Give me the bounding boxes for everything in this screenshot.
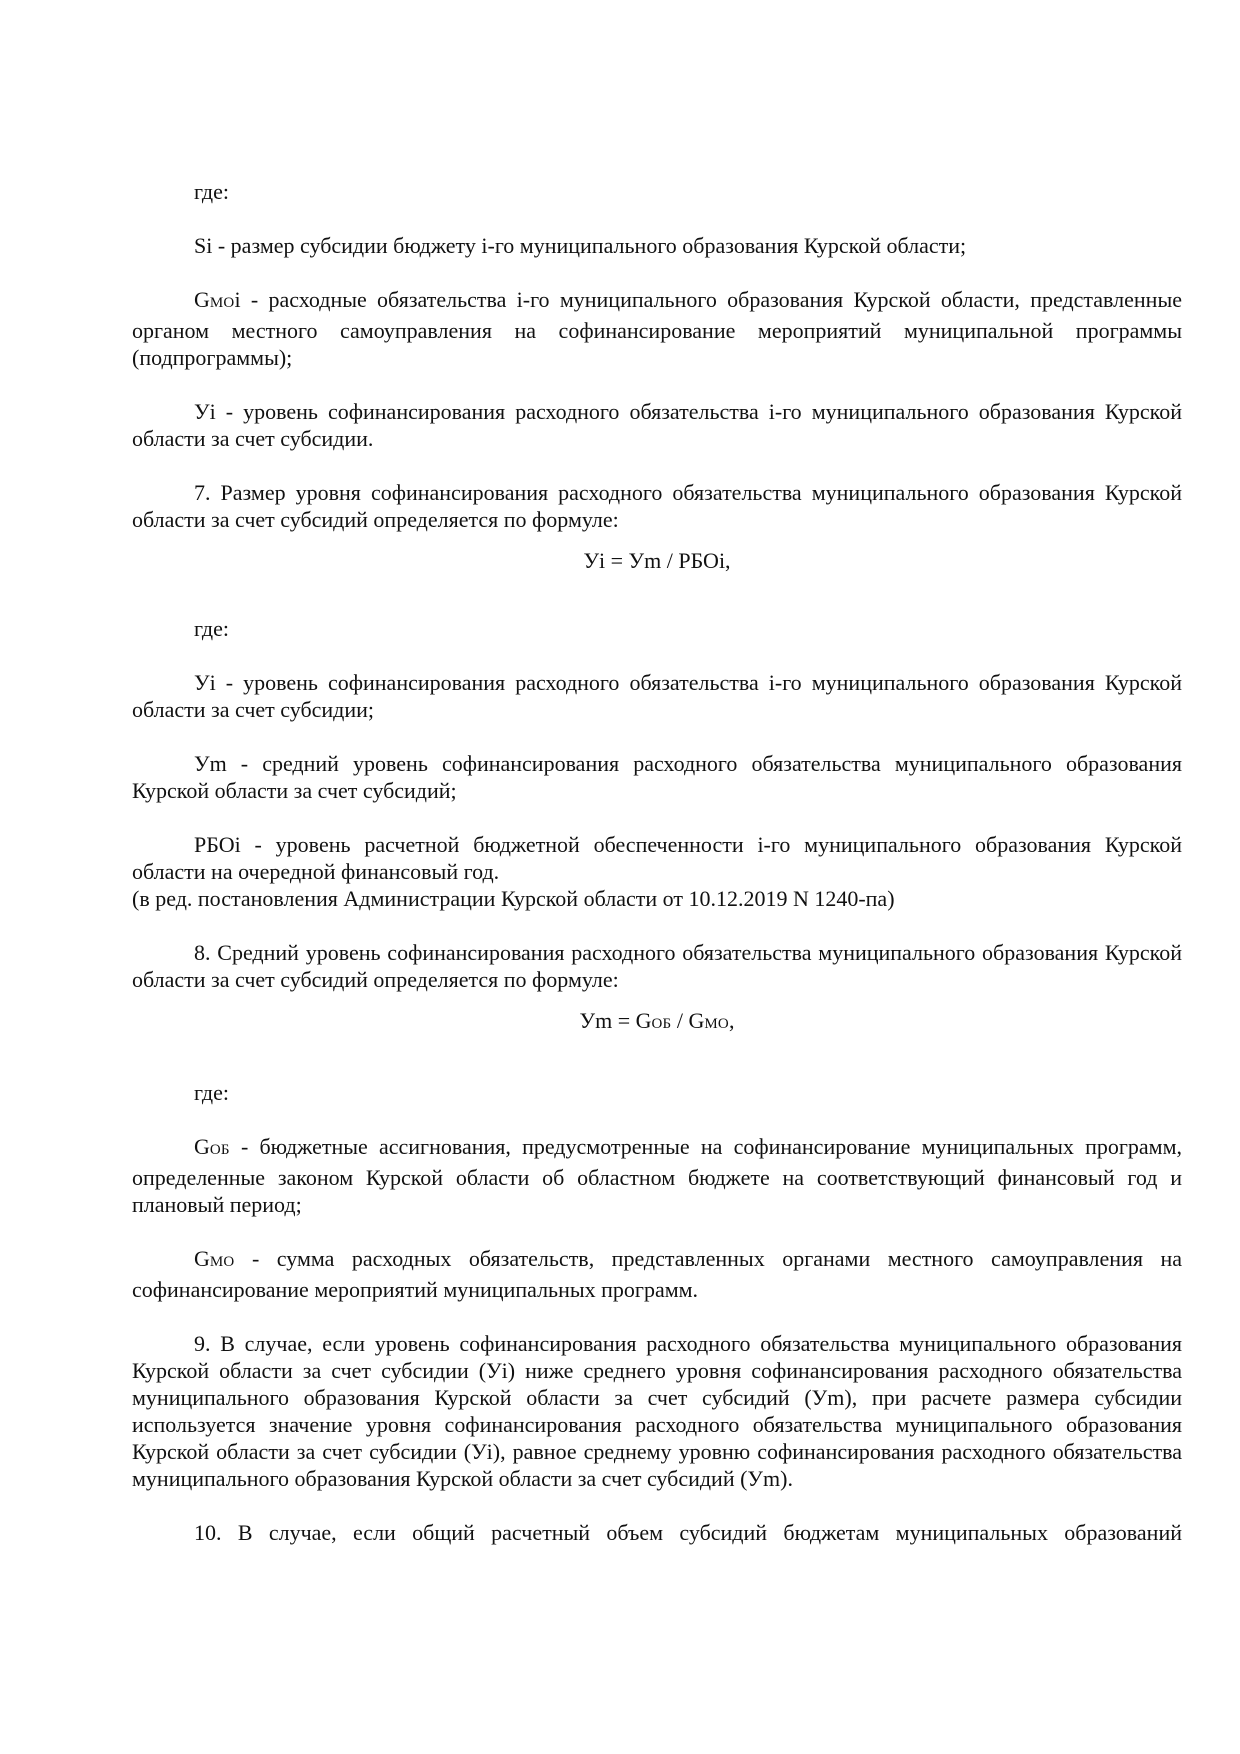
- symbol: G: [194, 1134, 210, 1159]
- definition-text: - уровень расчетной бюджетной обеспеченности i-го муниципального образования Курской области на очередной финансовый год.: [132, 832, 1182, 884]
- definition-yi-2: [132, 669, 1182, 723]
- symbol: Уi: [194, 399, 216, 424]
- symbol-tail: i: [234, 287, 241, 312]
- amendment-note: (в ред. постановления Администрации Курской области от 10.12.2019 N 1240-па): [132, 886, 895, 911]
- definition-text: - средний уровень софинансирования расходного обязательства муниципального образования Курской области за счет субсидий;: [132, 751, 1182, 803]
- symbol: РБОi: [194, 832, 241, 857]
- definition-si: [132, 232, 1182, 259]
- formula-subscript: МО: [704, 1016, 729, 1032]
- where-label: где:: [194, 616, 229, 641]
- symbol: Уi: [194, 670, 216, 695]
- symbol: G: [194, 1246, 210, 1271]
- definition-gmoi: [132, 286, 1182, 371]
- item-10: 10. В случае, если общий расчетный объем субсидий бюджетам муниципальных образований: [194, 1520, 1182, 1545]
- definition-rboi: [132, 831, 1182, 885]
- definition-text: - размер субсидии бюджету i-го муниципального образования Курской области;: [212, 233, 967, 258]
- definition-gmo: [132, 1245, 1182, 1303]
- definition-text: - уровень софинансирования расходного обязательства i-го муниципального образования Курской области за счет субсидии;: [132, 670, 1182, 722]
- symbol: Уm: [194, 751, 227, 776]
- definition-text: - уровень софинансирования расходного обязательства i-го муниципального образования Курской области за счет субсидии.: [132, 399, 1182, 451]
- item-9: 9. В случае, если уровень софинансирования расходного обязательства муниципального образования Курской области за счет субсидии (Уi) ниже среднего уровня софинансирования расходного обязательства муниципального образования Курской области за счет субсидий (Уm), при расчете размера субсидии используется значение уровня софинансирования расходного обязательства муниципального образования Курской области за счет субсидии (Уi), равное среднему уровню софинансирования расходного обязательства муниципального образования Курской области за счет субсидий (Уm).: [132, 1331, 1182, 1491]
- symbol-subscript: МО: [209, 295, 235, 311]
- symbol: G: [194, 287, 210, 312]
- where-label: где:: [194, 1080, 229, 1105]
- symbol-subscript: ОБ: [209, 1142, 230, 1158]
- formula-yi: Уi = Уm / РБОi,: [583, 548, 731, 573]
- formula-part: / G: [671, 1008, 705, 1033]
- definition-ym: [132, 750, 1182, 804]
- where-label: где:: [194, 179, 229, 204]
- symbol-subscript: МО: [209, 1254, 235, 1270]
- document-page: [132, 178, 1182, 1546]
- item-8: 8. Средний уровень софинансирования расходного обязательства муниципального образования Курской области за счет субсидий определяется по формуле:: [132, 940, 1182, 992]
- formula-subscript: ОБ: [651, 1016, 672, 1032]
- symbol: Si: [194, 233, 213, 258]
- definition-text: - сумма расходных обязательств, представленных органами местного самоуправления на софинансирование мероприятий муниципальных программ.: [132, 1246, 1182, 1302]
- item-7: 7. Размер уровня софинансирования расходного обязательства муниципального образования Курской области за счет субсидий определяется по формуле:: [132, 480, 1182, 532]
- definition-text: - расходные обязательства i-го муниципального образования Курской области, представленные органом местного самоуправления на софинансирование мероприятий муниципальной программы (подпрограммы);: [132, 287, 1182, 370]
- definition-yi: [132, 398, 1182, 452]
- formula-ym: [132, 993, 1182, 1052]
- definition-gob: [132, 1133, 1182, 1218]
- formula-part: Уm = G: [579, 1008, 652, 1033]
- formula-part: ,: [728, 1008, 735, 1033]
- definition-text: - бюджетные ассигнования, предусмотренные на софинансирование муниципальных программ, определенные законом Курской области об областном бюджете на соответствующий финансовый год и плановый период;: [132, 1134, 1182, 1217]
